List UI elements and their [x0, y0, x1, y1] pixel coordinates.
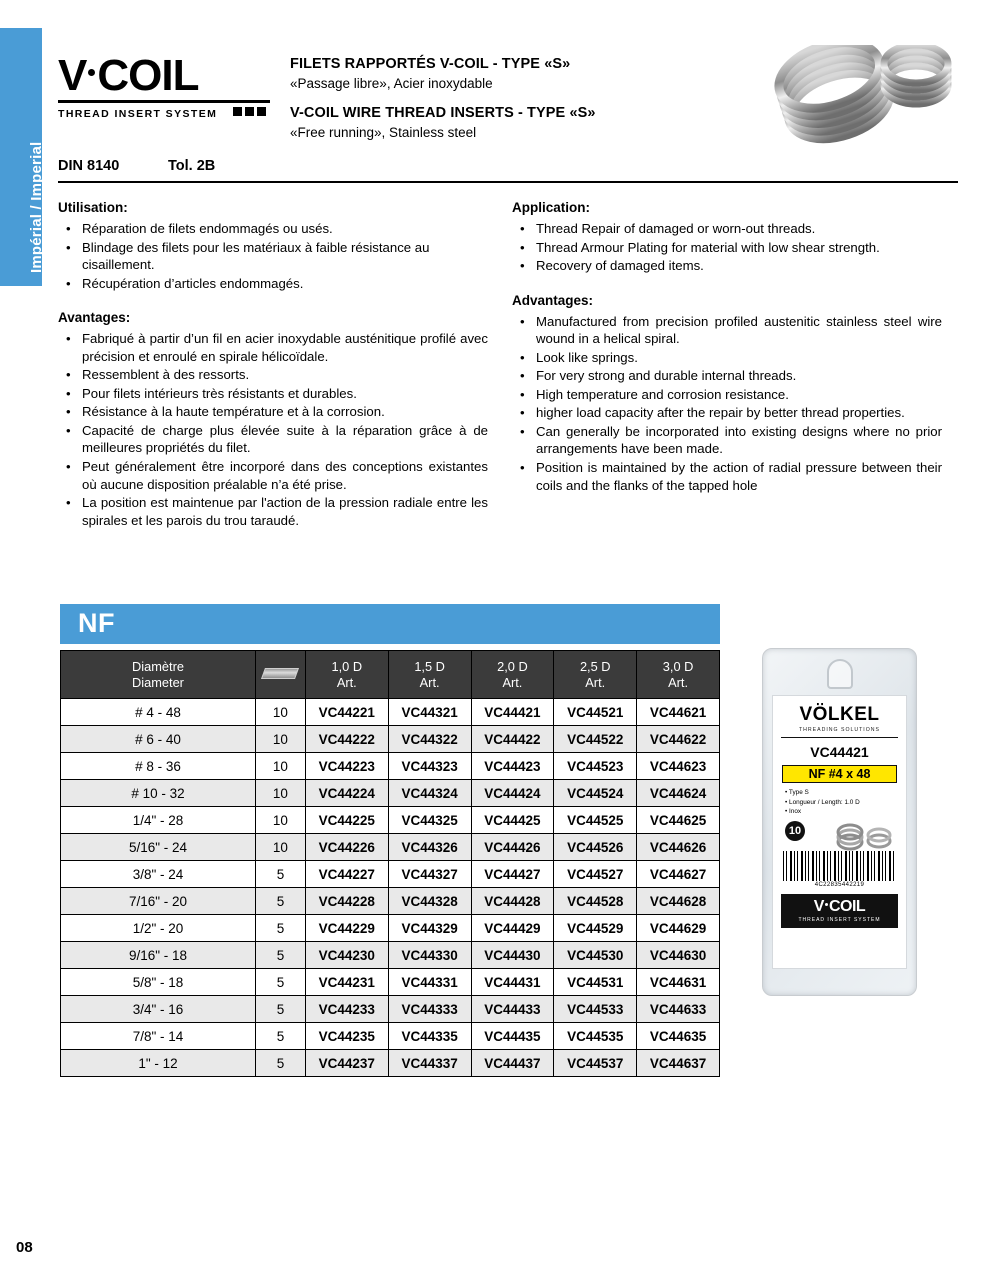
cell-art-2-0d: VC44431 [471, 969, 554, 996]
cell-quantity: 5 [256, 942, 306, 969]
list-item: • Thread Repair of damaged or worn-out threads. [512, 220, 942, 238]
wire-insert-photo [758, 45, 958, 180]
cell-art-1-0d: VC44228 [305, 888, 388, 915]
table-row [61, 726, 720, 753]
table-row [61, 807, 720, 834]
cell-art-1-0d: VC44233 [305, 996, 388, 1023]
table-row [61, 1023, 720, 1050]
pack-spec-type: • Type S [785, 789, 809, 796]
cell-art-3-0d: VC44630 [637, 942, 720, 969]
cell-art-3-0d: VC44626 [637, 834, 720, 861]
list-item: • High temperature and corrosion resistance. [512, 386, 942, 404]
cell-diameter: # 8 - 36 [61, 753, 256, 780]
cell-art-2-5d: VC44525 [554, 807, 637, 834]
pack-barcode-number: 4C22835442219 [814, 881, 865, 888]
cell-art-2-5d: VC44523 [554, 753, 637, 780]
cell-art-2-5d: VC44529 [554, 915, 637, 942]
cell-art-1-0d: VC44231 [305, 969, 388, 996]
cell-diameter: # 6 - 40 [61, 726, 256, 753]
pack-brand: VÖLKEL [799, 704, 880, 725]
cell-diameter: 1" - 12 [61, 1050, 256, 1077]
cell-diameter: 7/16" - 20 [61, 888, 256, 915]
cell-art-3-0d: VC44621 [637, 699, 720, 726]
application-heading: Application: [512, 200, 590, 215]
cell-diameter: # 4 - 48 [61, 699, 256, 726]
column-header-diameter-fr: Diamètre [132, 658, 184, 674]
cell-quantity: 10 [256, 807, 306, 834]
cell-quantity: 10 [256, 699, 306, 726]
column-header-1-0d-art: Art. [336, 674, 357, 690]
cell-art-1-5d: VC44322 [388, 726, 471, 753]
column-header-2-0d-art: Art. [502, 674, 523, 690]
blister-pack-photo [762, 648, 917, 996]
list-item: • Position is maintained by the action of radial pressure between their coils and the flanks of the tapped hole [512, 459, 942, 494]
cell-art-1-0d: VC44235 [305, 1023, 388, 1050]
hang-hole-icon [827, 659, 853, 689]
cell-art-3-0d: VC44624 [637, 780, 720, 807]
advantages-list [512, 313, 942, 494]
list-item: • Can generally be incorporated into existing designs where no prior arrangements have been made. [512, 423, 942, 458]
cell-art-2-5d: VC44522 [554, 726, 637, 753]
cell-diameter: 5/8" - 18 [61, 969, 256, 996]
cell-art-1-0d: VC44237 [305, 1050, 388, 1077]
application-list [512, 220, 942, 275]
title-english: V-COIL WIRE THREAD INSERTS - TYPE «S» [290, 105, 596, 121]
cell-art-1-0d: VC44226 [305, 834, 388, 861]
cell-quantity: 5 [256, 1023, 306, 1050]
cell-art-1-5d: VC44331 [388, 969, 471, 996]
imperial-section-tab [0, 28, 45, 286]
cell-art-2-0d: VC44424 [471, 780, 554, 807]
pack-article-number: VC44421 [810, 744, 869, 760]
list-item: • Réparation de filets endommagés ou usés. [58, 220, 488, 238]
cell-art-1-0d: VC44230 [305, 942, 388, 969]
cell-diameter: 7/8" - 14 [61, 1023, 256, 1050]
cell-art-3-0d: VC44631 [637, 969, 720, 996]
list-item: • Capacité de charge plus élevée suite à la réparation grâce à de meilleures propriétés du filet. [58, 422, 488, 457]
pack-label-card [772, 695, 907, 969]
list-item: • Récupération d’articles endommagés. [58, 275, 488, 293]
table-row [61, 699, 720, 726]
cell-quantity: 10 [256, 780, 306, 807]
avantages-list [58, 330, 488, 529]
cell-art-2-5d: VC44521 [554, 699, 637, 726]
cell-art-2-5d: VC44537 [554, 1050, 637, 1077]
cell-art-1-5d: VC44330 [388, 942, 471, 969]
nf-series-label: NF [78, 608, 115, 638]
cell-art-2-5d: VC44527 [554, 861, 637, 888]
list-item: • Fabriqué à partir d’un fil en acier inoxydable austénitique profilé avec précision et enroulé en spirale hélicoïdale. [58, 330, 488, 365]
column-header-2-5d-length: 2,5 D [579, 658, 611, 674]
cell-art-1-5d: VC44329 [388, 915, 471, 942]
cell-art-2-0d: VC44421 [471, 699, 554, 726]
pack-logo-dot-icon [825, 903, 828, 906]
wire-insert-illustration [758, 45, 958, 180]
cell-diameter: # 10 - 32 [61, 780, 256, 807]
cell-art-2-0d: VC44427 [471, 861, 554, 888]
column-header-2-0d-length: 2,0 D [497, 658, 528, 674]
tolerance-class: Tol. 2B [168, 158, 216, 174]
cell-quantity: 10 [256, 753, 306, 780]
cell-art-1-0d: VC44223 [305, 753, 388, 780]
cell-art-2-0d: VC44428 [471, 888, 554, 915]
cell-art-3-0d: VC44627 [637, 861, 720, 888]
title-french: FILETS RAPPORTÉS V-COIL - TYPE «S» [290, 56, 571, 72]
pack-quantity-badge: 10 [785, 821, 805, 841]
table-body [61, 699, 720, 1077]
cell-art-2-5d: VC44531 [554, 969, 637, 996]
cell-art-1-5d: VC44328 [388, 888, 471, 915]
cell-art-1-5d: VC44324 [388, 780, 471, 807]
table-row [61, 969, 720, 996]
cell-art-3-0d: VC44623 [637, 753, 720, 780]
table-row [61, 834, 720, 861]
cell-diameter: 1/2" - 20 [61, 915, 256, 942]
column-header-1-0d [305, 651, 388, 699]
pack-vcoil-wordmark: V COIL [813, 897, 866, 915]
list-item: • La position est maintenue par l'action de la pression radiale entre les spirales et les parois du trou taraudé. [58, 494, 488, 529]
logo-squares-icon [230, 103, 266, 121]
english-text-column [512, 200, 942, 495]
cell-quantity: 5 [256, 1050, 306, 1077]
column-header-2-5d-art: Art. [585, 674, 606, 690]
column-header-3-0d-art: Art. [668, 674, 689, 690]
cell-art-3-0d: VC44633 [637, 996, 720, 1023]
cell-art-1-5d: VC44335 [388, 1023, 471, 1050]
cell-art-2-5d: VC44535 [554, 1023, 637, 1050]
column-header-1-0d-length: 1,0 D [331, 658, 363, 674]
column-header-1-5d-art: Art. [419, 674, 440, 690]
cell-art-2-0d: VC44429 [471, 915, 554, 942]
cell-art-2-5d: VC44533 [554, 996, 637, 1023]
vcoil-logo [58, 51, 273, 122]
cell-diameter: 3/8" - 24 [61, 861, 256, 888]
cell-art-2-0d: VC44425 [471, 807, 554, 834]
cell-art-2-0d: VC44430 [471, 942, 554, 969]
table-row [61, 996, 720, 1023]
pack-vcoil-tagline: THREAD INSERT SYSTEM [798, 916, 881, 923]
list-item: • Thread Armour Plating for material with low shear strength. [512, 239, 942, 257]
header-titles [290, 56, 730, 140]
cell-art-1-5d: VC44337 [388, 1050, 471, 1077]
logo-dot-icon [88, 69, 95, 76]
subtitle-english: «Free running», Stainless steel [290, 125, 477, 140]
avantages-heading: Avantages: [58, 310, 131, 326]
list-item: • For very strong and durable internal threads. [512, 367, 942, 385]
cell-art-2-0d: VC44435 [471, 1023, 554, 1050]
cell-art-2-0d: VC44437 [471, 1050, 554, 1077]
list-item: • Pour filets intérieurs très résistants et durables. [58, 385, 488, 403]
nf-article-table [60, 650, 720, 1077]
cell-art-1-5d: VC44327 [388, 861, 471, 888]
cell-diameter: 5/16" - 24 [61, 834, 256, 861]
table-header-row [61, 651, 720, 699]
pack-vcoil-logo [781, 894, 898, 928]
list-item: • Blindage des filets pour les matériaux à faible résistance au cisaillement. [58, 239, 488, 274]
cell-diameter: 3/4" - 16 [61, 996, 256, 1023]
column-header-3-0d-length: 3,0 D [662, 658, 694, 674]
pack-spec-length: • Longueur / Length: 1.0 D [785, 798, 860, 806]
cell-quantity: 5 [256, 996, 306, 1023]
pack-coil-icon [834, 822, 896, 856]
column-header-2-5d [554, 651, 637, 699]
cell-art-1-5d: VC44333 [388, 996, 471, 1023]
cell-art-1-5d: VC44325 [388, 807, 471, 834]
column-header-diameter [61, 651, 256, 699]
cell-art-1-0d: VC44225 [305, 807, 388, 834]
cell-art-3-0d: VC44637 [637, 1050, 720, 1077]
pack-size-label: NF #4 x 48 [782, 765, 897, 783]
cell-art-1-5d: VC44326 [388, 834, 471, 861]
list-item: • Peut généralement être incorporé dans des conceptions existantes où aucune disposition préalable n’a été prise. [58, 458, 488, 493]
cell-art-2-0d: VC44423 [471, 753, 554, 780]
cell-art-3-0d: VC44628 [637, 888, 720, 915]
pack-spec-material: • Inox [785, 808, 802, 816]
cell-art-1-5d: VC44321 [388, 699, 471, 726]
cell-art-1-5d: VC44323 [388, 753, 471, 780]
table-row [61, 915, 720, 942]
nf-series-banner [60, 604, 720, 644]
utilisation-heading: Utilisation: [58, 200, 128, 215]
list-item: • Look like springs. [512, 349, 942, 367]
pack-divider [781, 737, 898, 738]
table-row [61, 780, 720, 807]
table-row [61, 888, 720, 915]
table-row [61, 942, 720, 969]
header-divider [58, 181, 958, 183]
list-item: • Ressemblent à des ressorts. [58, 366, 488, 384]
page-header [58, 40, 958, 185]
cell-quantity: 10 [256, 834, 306, 861]
cell-art-1-0d: VC44229 [305, 915, 388, 942]
cell-art-2-5d: VC44528 [554, 888, 637, 915]
cell-art-3-0d: VC44625 [637, 807, 720, 834]
page-number: 08 [16, 1239, 33, 1256]
cell-quantity: 5 [256, 969, 306, 996]
pack-brand-tagline: THREADING SOLUTIONS [799, 727, 880, 733]
cell-art-2-0d: VC44422 [471, 726, 554, 753]
vcoil-logo-wordmark: V COIL [58, 51, 199, 100]
cell-art-2-0d: VC44426 [471, 834, 554, 861]
cell-diameter: 1/4" - 28 [61, 807, 256, 834]
cell-art-1-0d: VC44224 [305, 780, 388, 807]
cell-quantity: 10 [256, 726, 306, 753]
thread-insert-icon [261, 668, 299, 679]
cell-art-3-0d: VC44635 [637, 1023, 720, 1050]
cell-art-1-0d: VC44222 [305, 726, 388, 753]
list-item: • Manufactured from precision profiled austenitic stainless steel wire wound in a helical spiral. [512, 313, 942, 348]
utilisation-list [58, 220, 488, 292]
cell-diameter: 9/16" - 18 [61, 942, 256, 969]
table-row [61, 753, 720, 780]
cell-art-2-0d: VC44433 [471, 996, 554, 1023]
column-header-3-0d [637, 651, 720, 699]
cell-art-3-0d: VC44629 [637, 915, 720, 942]
cell-art-2-5d: VC44530 [554, 942, 637, 969]
cell-art-2-5d: VC44524 [554, 780, 637, 807]
table-row [61, 1050, 720, 1077]
list-item: • higher load capacity after the repair by better thread properties. [512, 404, 942, 422]
cell-art-3-0d: VC44622 [637, 726, 720, 753]
column-header-1-5d [388, 651, 471, 699]
cell-art-2-5d: VC44526 [554, 834, 637, 861]
list-item: • Recovery of damaged items. [512, 257, 942, 275]
subtitle-french: «Passage libre», Acier inoxydable [290, 76, 493, 91]
imperial-section-tab-label: Impérial / Imperial [28, 141, 45, 273]
cell-quantity: 5 [256, 915, 306, 942]
table-header [61, 651, 720, 699]
list-item: • Résistance à la haute température et à la corrosion. [58, 403, 488, 421]
french-text-column [58, 200, 488, 530]
advantages-heading: Advantages: [512, 292, 594, 308]
table-row [61, 861, 720, 888]
cell-art-1-0d: VC44221 [305, 699, 388, 726]
column-header-2-0d [471, 651, 554, 699]
cell-quantity: 5 [256, 888, 306, 915]
vcoil-logo-tagline: THREAD INSERT SYSTEM [58, 108, 218, 120]
column-header-diameter-en: Diameter [132, 674, 184, 690]
din-standard: DIN 8140 [58, 158, 120, 174]
cell-art-1-0d: VC44227 [305, 861, 388, 888]
cell-quantity: 5 [256, 861, 306, 888]
pack-specs [785, 788, 906, 817]
column-header-1-5d-length: 1,5 D [414, 658, 445, 674]
column-header-quantity [256, 651, 306, 699]
